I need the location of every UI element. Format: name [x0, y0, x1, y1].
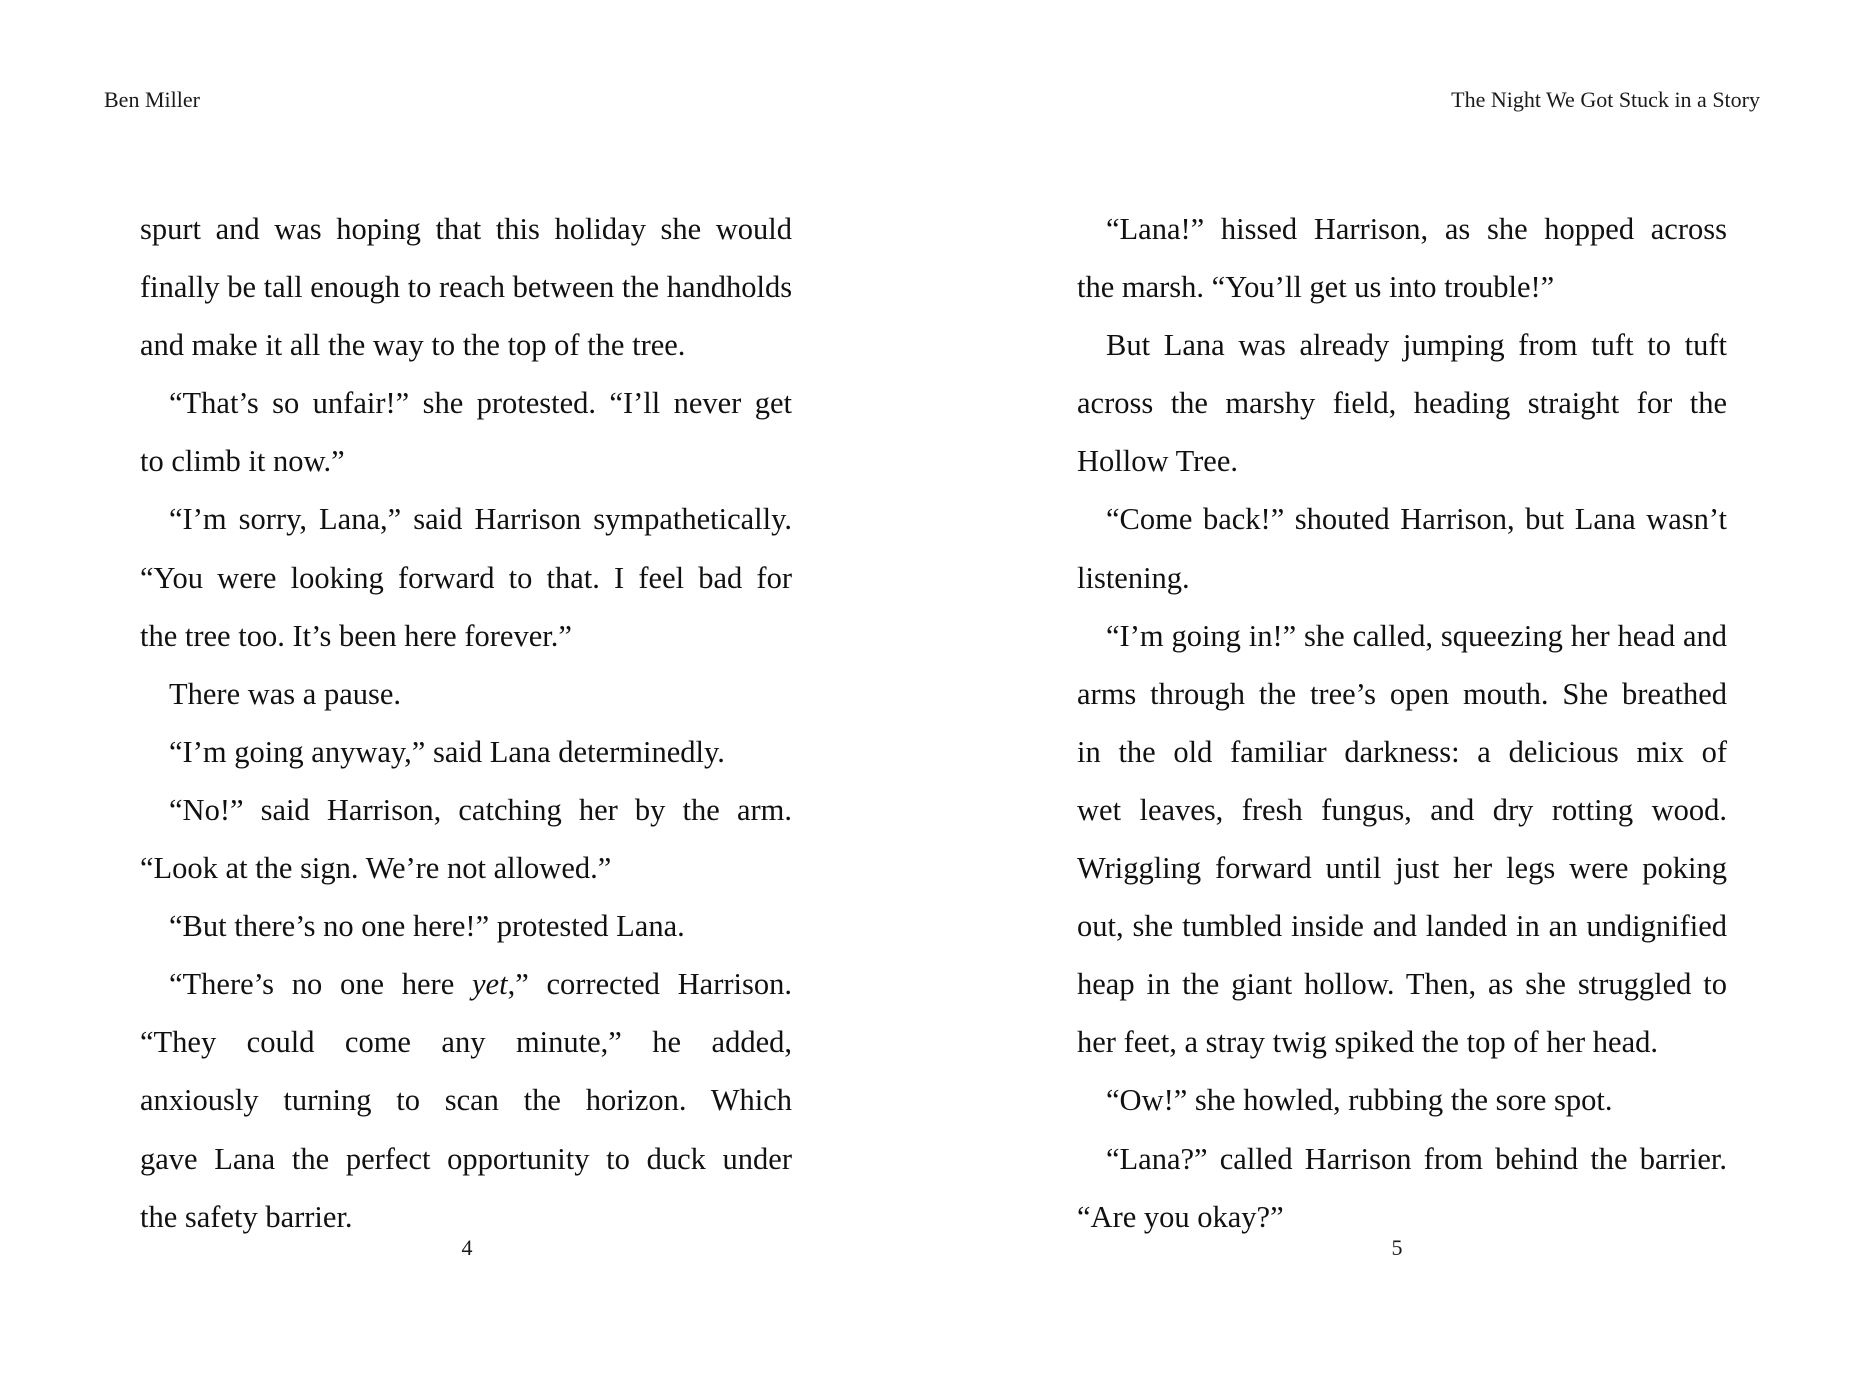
page-number-left: 4	[461, 1235, 473, 1260]
text-line: “I’m sorry, Lana,” said Harrison sympathetically.	[169, 502, 792, 537]
text-line: heap in the giant hollow. Then, as she struggled to	[1077, 967, 1727, 1002]
text-line: Wriggling forward until just her legs were poking	[1077, 851, 1727, 886]
text-line: her feet, a stray twig spiked the top of her head.	[1077, 1025, 1658, 1060]
italic-emphasis: yet	[472, 967, 508, 1002]
text-line: gave Lana the perfect opportunity to duck under	[140, 1141, 792, 1176]
page-number-right: 5	[1391, 1235, 1403, 1260]
text-line: anxiously turning to scan the horizon. Which	[140, 1083, 792, 1118]
text-line: listening.	[1077, 560, 1190, 595]
left-page-text	[140, 200, 792, 1246]
text-line: But Lana was already jumping from tuft to tuft	[1106, 328, 1727, 363]
text-line: to climb it now.”	[140, 444, 345, 479]
text-line: wet leaves, fresh fungus, and dry rotting wood.	[1077, 792, 1727, 827]
text-line: “Look at the sign. We’re not allowed.”	[140, 851, 612, 886]
text-line: in the old familiar darkness: a delicious mix of	[1077, 734, 1727, 769]
text-line: the tree too. It’s been here forever.”	[140, 618, 572, 653]
text-line: “You were looking forward to that. I feel bad for	[140, 560, 792, 595]
right-page	[933, 0, 1866, 1400]
text-line: “Ow!” she howled, rubbing the sore spot.	[1106, 1083, 1613, 1118]
text-line: “Lana?” called Harrison from behind the barrier.	[1106, 1141, 1727, 1176]
text-line: “That’s so unfair!” she protested. “I’ll never get	[169, 386, 792, 421]
text-line: “Are you okay?”	[1077, 1199, 1284, 1234]
text-line: out, she tumbled inside and landed in an undignified	[1077, 909, 1727, 944]
text-line: There was a pause.	[169, 676, 402, 711]
text-segment: ,” corrected Harrison.	[507, 967, 792, 1002]
running-head-title: The Night We Got Stuck in a Story	[1451, 87, 1760, 112]
text-line: “I’m going anyway,” said Lana determinedly.	[169, 734, 725, 769]
text-line: spurt and was hoping that this holiday she would	[140, 212, 792, 246]
text-line: Hollow Tree.	[1077, 444, 1238, 479]
text-line: arms through the tree’s open mouth. She breathed	[1077, 676, 1727, 711]
text-line: finally be tall enough to reach between the handholds	[140, 270, 793, 305]
text-line	[140, 955, 792, 1013]
text-segment: “There’s no one here	[169, 967, 472, 1002]
text-line: “Come back!” shouted Harrison, but Lana wasn’t	[1106, 502, 1727, 537]
text-line: “They could come any minute,” he added,	[140, 1025, 792, 1060]
running-head-author: Ben Miller	[104, 87, 200, 112]
text-line: “But there’s no one here!” protested Lana.	[169, 909, 685, 944]
right-page-text	[1077, 200, 1727, 1246]
text-line: across the marshy field, heading straight for the	[1077, 386, 1727, 421]
text-line: and make it all the way to the top of the tree.	[140, 328, 686, 363]
text-line: the safety barrier.	[140, 1199, 353, 1234]
text-line: “No!” said Harrison, catching her by the arm.	[169, 792, 792, 827]
text-line: “I’m going in!” she called, squeezing her head and	[1106, 618, 1727, 653]
text-line: the marsh. “You’ll get us into trouble!”	[1077, 270, 1555, 305]
text-line: “Lana!” hissed Harrison, as she hopped across	[1106, 212, 1727, 246]
